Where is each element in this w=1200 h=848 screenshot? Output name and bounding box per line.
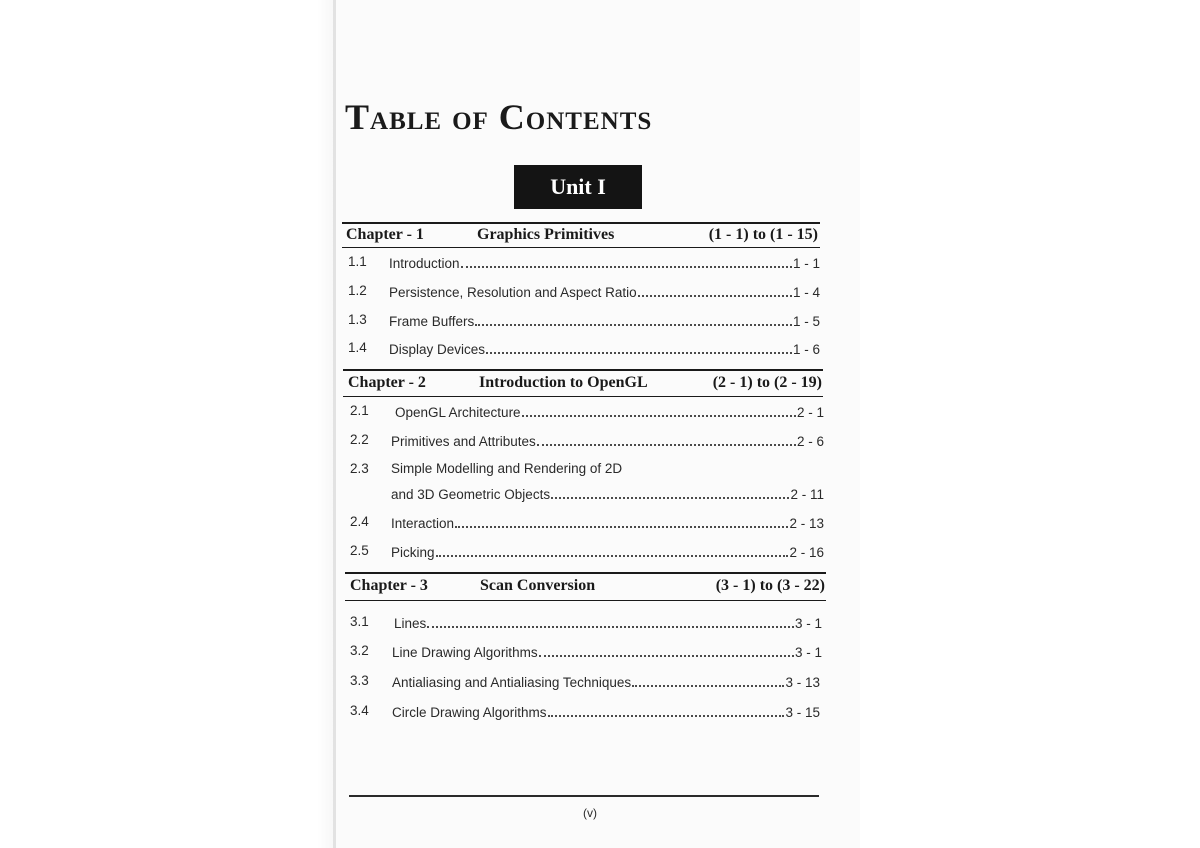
- leader-dots: [551, 485, 789, 499]
- page-number: (v): [583, 806, 597, 820]
- section-number: 2.5: [350, 543, 369, 558]
- leader-dots: [461, 254, 792, 268]
- section-title: Line Drawing Algorithms: [392, 645, 538, 660]
- footer-rule: [349, 795, 819, 797]
- leader-dots: [548, 703, 785, 717]
- section-title: Lines: [394, 616, 427, 631]
- section-page: 2 - 1: [796, 405, 824, 420]
- page-edge: [333, 0, 336, 848]
- chapter-3-underline: [345, 600, 826, 601]
- section-number: 2.1: [350, 403, 369, 418]
- leader-dots: [539, 643, 794, 657]
- chapter-title: Introduction to OpenGL: [479, 374, 648, 391]
- section-number: 1.4: [348, 340, 367, 355]
- section-page: 3 - 1: [794, 645, 822, 660]
- toc-entry[interactable]: [350, 461, 824, 503]
- section-title: Interaction: [391, 516, 455, 531]
- leader-dots: [427, 614, 794, 628]
- section-number: 3.1: [350, 614, 369, 629]
- chapter-2-underline: [343, 396, 823, 397]
- toc-entry[interactable]: [350, 673, 820, 693]
- section-title: Picking: [391, 545, 435, 560]
- section-number: 3.3: [350, 673, 369, 688]
- section-page: 1 - 4: [792, 285, 820, 300]
- leader-dots: [632, 673, 784, 687]
- chapter-number: Chapter - 1: [346, 226, 424, 243]
- toc-entry[interactable]: [350, 703, 820, 723]
- section-title: Persistence, Resolution and Aspect Ratio: [389, 285, 637, 300]
- section-title-line1: Simple Modelling and Rendering of 2D: [391, 461, 623, 476]
- section-title: Frame Buffers: [389, 314, 475, 329]
- chapter-2-header: [348, 372, 822, 394]
- section-title: Circle Drawing Algorithms: [392, 705, 547, 720]
- leader-dots: [522, 403, 796, 417]
- section-number: 1.3: [348, 312, 367, 327]
- chapter-number: Chapter - 3: [350, 577, 428, 594]
- chapter-number: Chapter - 2: [348, 374, 426, 391]
- section-page: 1 - 5: [792, 314, 820, 329]
- chapter-page-range: (1 - 1) to (1 - 15): [708, 226, 818, 243]
- toc-entry[interactable]: [350, 432, 824, 452]
- toc-entry[interactable]: [350, 543, 824, 563]
- section-title: and 3D Geometric Objects: [391, 487, 551, 502]
- page-title: Table of Contents: [345, 97, 653, 137]
- leader-dots: [537, 432, 796, 446]
- section-number: 1.1: [348, 254, 367, 269]
- toc-entry[interactable]: [348, 312, 820, 332]
- section-number: 1.2: [348, 283, 367, 298]
- section-page: 2 - 11: [790, 487, 824, 502]
- section-title: Display Devices: [389, 342, 486, 357]
- chapter-page-range: (3 - 1) to (3 - 22): [715, 577, 825, 594]
- section-number: 3.2: [350, 643, 369, 658]
- section-page: 1 - 1: [792, 256, 820, 271]
- chapter-3-rule: [345, 572, 826, 574]
- leader-dots: [436, 543, 789, 557]
- section-title: OpenGL Architecture: [395, 405, 521, 420]
- chapter-title: Scan Conversion: [480, 577, 596, 594]
- chapter-page-range: (2 - 1) to (2 - 19): [712, 374, 822, 391]
- section-page: 2 - 16: [789, 545, 824, 560]
- section-page: 3 - 15: [785, 705, 820, 720]
- section-title: Antialiasing and Antialiasing Techniques: [392, 675, 632, 690]
- section-title: Introduction: [389, 256, 460, 271]
- section-page: 2 - 6: [796, 434, 824, 449]
- leader-dots: [455, 514, 788, 528]
- section-page: 3 - 1: [794, 616, 822, 631]
- toc-entry[interactable]: [350, 403, 824, 423]
- toc-entry[interactable]: [348, 254, 820, 274]
- chapter-1-underline: [342, 247, 820, 248]
- section-number: 2.4: [350, 514, 369, 529]
- toc-entry[interactable]: [350, 514, 824, 534]
- leader-dots: [486, 340, 792, 354]
- toc-entry[interactable]: [348, 340, 820, 360]
- toc-entry[interactable]: [350, 643, 822, 663]
- section-page: 1 - 6: [792, 342, 820, 357]
- chapter-3-header: [350, 575, 825, 597]
- chapter-title: Graphics Primitives: [477, 226, 615, 243]
- toc-entry[interactable]: [350, 614, 822, 634]
- leader-dots: [638, 283, 792, 297]
- unit-badge: Unit I: [514, 165, 642, 209]
- section-title: Primitives and Attributes: [391, 434, 536, 449]
- section-number: 2.2: [350, 432, 369, 447]
- scan-margin: [0, 0, 345, 848]
- section-number: 2.3: [350, 461, 369, 476]
- section-page: 2 - 13: [789, 516, 824, 531]
- chapter-2-rule: [343, 369, 823, 371]
- section-number: 3.4: [350, 703, 369, 718]
- chapter-1-header: [346, 224, 818, 246]
- section-page: 3 - 13: [785, 675, 820, 690]
- leader-dots: [475, 312, 792, 326]
- toc-entry[interactable]: [348, 283, 820, 303]
